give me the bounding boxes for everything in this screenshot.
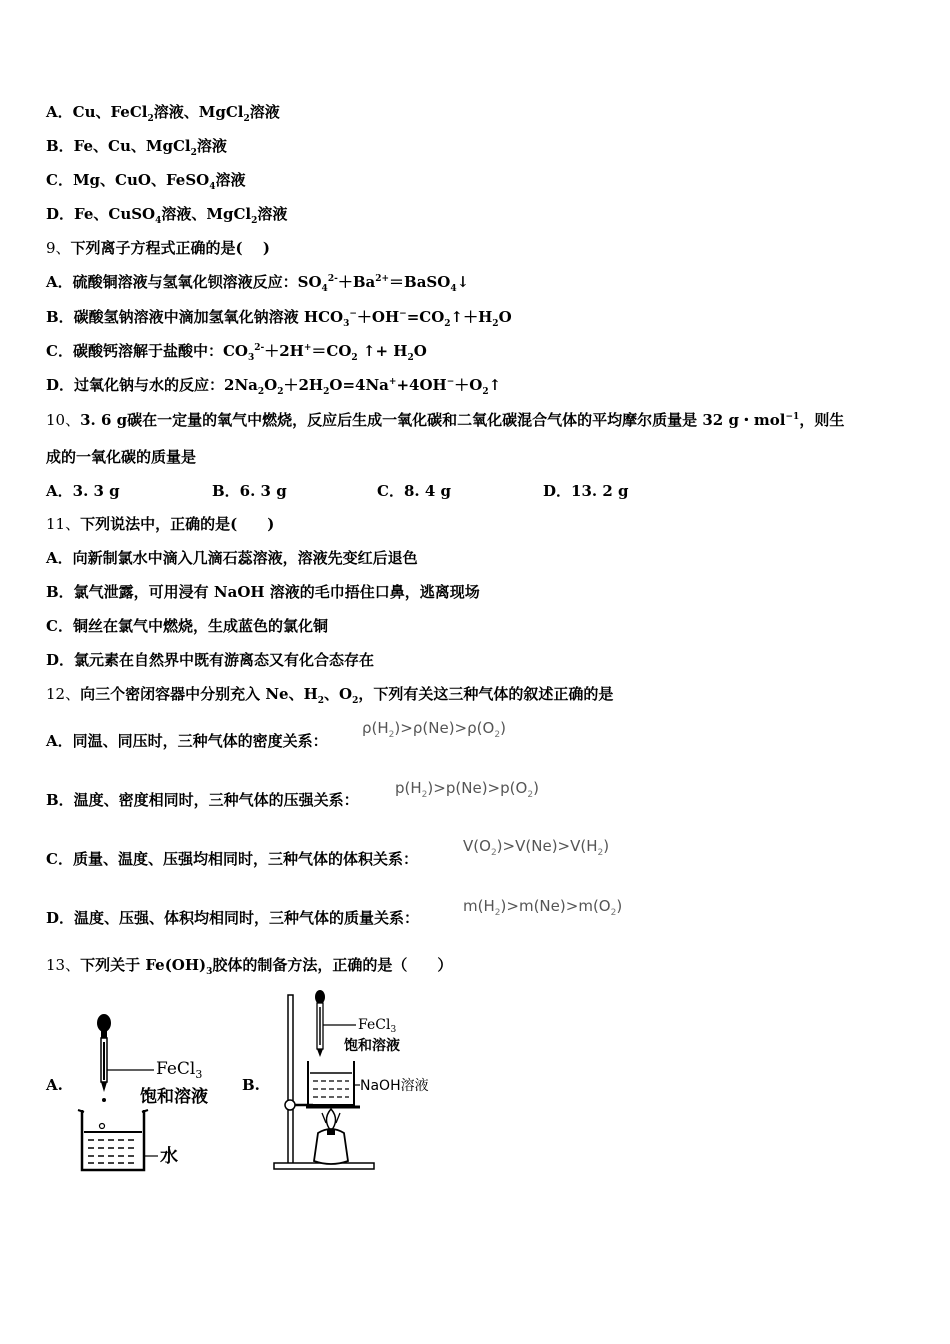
- question-number: 10、: [46, 411, 81, 429]
- q12-formula-a: $\rho(H_2)>\rho(Ne)>\rho(O_2)$: [362, 719, 506, 740]
- dropper-bulb: [97, 1014, 111, 1032]
- sup: −: [349, 309, 357, 319]
- text: 溶液、MgCl: [153, 103, 244, 121]
- text: C．Mg、CuO、FeSO: [46, 171, 210, 189]
- sup: −1: [785, 412, 800, 422]
- figure-a-reagent-label2: 饱和溶液: [140, 1087, 208, 1107]
- q13-option-a-label[interactable]: A.: [46, 1076, 63, 1094]
- question-text: ，下列有关这三种气体的叙述正确的是: [358, 685, 614, 703]
- sub: 4: [321, 284, 328, 294]
- q10-option-a[interactable]: A．3. 3 g: [46, 482, 120, 500]
- sup: −: [399, 309, 407, 319]
- q11-option-a[interactable]: A．向新制氯水中滴入几滴石蕊溶液，溶液先变红后退色: [46, 549, 418, 567]
- q10-option-c[interactable]: C．8. 4 g: [377, 482, 451, 500]
- sub: 2: [190, 148, 197, 158]
- question-text: 成的一氧化碳的质量是: [46, 448, 197, 466]
- sub: 2: [492, 319, 499, 329]
- question-text: 向三个密闭容器中分别充入 Ne、H: [80, 685, 318, 703]
- sub: 2: [243, 114, 250, 124]
- q8-option-c[interactable]: [46, 170, 246, 190]
- sub: 2: [352, 696, 359, 706]
- q12-option-b[interactable]: B．温度、密度相同时，三种气体的压强关系：: [46, 791, 359, 809]
- figure-a-water-label: 水: [160, 1146, 178, 1167]
- q9-option-d[interactable]: [46, 375, 501, 395]
- q9-option-c[interactable]: [46, 341, 427, 361]
- text: B．碳酸氢钠溶液中滴加氢氧化钠溶液 HCO: [46, 308, 344, 326]
- text: =CO: [406, 308, 445, 326]
- sup: −: [446, 377, 455, 387]
- question-text: 下列离子方程式正确的是( ): [70, 239, 270, 257]
- sub: 4: [155, 216, 162, 226]
- q12-stem: [46, 684, 613, 704]
- sup: 2+: [375, 274, 390, 284]
- dropper-bulb: [315, 990, 325, 1004]
- text: ＝BaSO: [389, 273, 451, 291]
- text: ＋2H: [264, 342, 304, 360]
- question-text: ，则生: [799, 411, 845, 429]
- flame-icon: [326, 1109, 335, 1131]
- q9-option-a[interactable]: [46, 272, 469, 292]
- sub: 2: [257, 387, 265, 397]
- figure-b-naoh-label: NaOH溶液: [360, 1078, 429, 1094]
- sub: 2: [351, 353, 358, 363]
- q11-option-b[interactable]: B．氯气泄露，可用浸有 NaOH 溶液的毛巾捂住口鼻，逃离现场: [46, 583, 480, 601]
- sub: 2: [277, 387, 284, 397]
- text: A．Cu、FeCl: [46, 103, 148, 121]
- q12-option-c[interactable]: C．质量、温度、压强均相同时，三种气体的体积关系：: [46, 850, 418, 868]
- question-number: 13、: [46, 956, 81, 974]
- text: 溶液: [196, 137, 227, 155]
- sub: 4: [209, 182, 216, 192]
- stand-rod: [288, 995, 293, 1165]
- question-text: 下列说法中，正确的是( ): [80, 515, 275, 533]
- q8-option-d[interactable]: [46, 204, 287, 224]
- question-number: 9、: [46, 239, 71, 257]
- text: C．碳酸钙溶解于盐酸中：CO: [46, 342, 248, 360]
- q10-stem-line1: [46, 410, 844, 430]
- sub: 2: [444, 319, 451, 329]
- sub: 4: [450, 284, 457, 294]
- text: ↓: [456, 273, 470, 291]
- text: A．硫酸铜溶液与氢氧化钡溶液反应：SO: [46, 273, 322, 291]
- sub: 3: [247, 353, 255, 363]
- text: D．过氧化钠与水的反应：2Na: [46, 376, 258, 394]
- figure-b-reagent-label2: 饱和溶液: [344, 1038, 400, 1054]
- q12-formula-d: $m(H_2)>m(Ne)>m(O_2)$: [463, 897, 623, 918]
- q13-stem: [46, 955, 452, 975]
- q12-option-a[interactable]: A．同温、同压时，三种气体的密度关系：: [46, 732, 328, 750]
- text: ↑＋H: [450, 308, 493, 326]
- sup: +: [303, 343, 312, 353]
- text: 溶液: [215, 171, 246, 189]
- text: ↑: [488, 376, 502, 394]
- sub: 3: [206, 967, 213, 977]
- q11-option-c[interactable]: C．铜丝在氯气中燃烧，生成蓝色的氯化铜: [46, 617, 328, 635]
- sub: 2: [147, 114, 154, 124]
- sub: 2: [407, 353, 414, 363]
- sup: +: [388, 377, 397, 387]
- figure-a-dropper-beaker: [70, 1010, 240, 1180]
- q10-option-d[interactable]: D．13. 2 g: [543, 482, 629, 500]
- text: +4OH: [396, 376, 447, 394]
- q12-option-d[interactable]: D．温度、压强、体积均相同时，三种气体的质量关系：: [46, 909, 420, 927]
- text: O: [498, 308, 512, 326]
- sup: 2-: [327, 274, 338, 284]
- text: ↑+ H: [357, 342, 408, 360]
- q9-option-b[interactable]: [46, 307, 512, 327]
- sub: 2: [323, 387, 330, 397]
- text: 溶液: [249, 103, 280, 121]
- sup: 2-: [254, 343, 265, 353]
- text: O: [413, 342, 427, 360]
- sub: 2: [317, 696, 325, 706]
- question-text: 下列关于 Fe(OH): [80, 956, 207, 974]
- text: O=4Na: [329, 376, 389, 394]
- text: B．Fe、Cu、MgCl: [46, 137, 191, 155]
- q12-formula-c: $V(O_2)>V(Ne)>V(H_2)$: [463, 837, 610, 858]
- beaker: [308, 1061, 354, 1105]
- q9-stem: [46, 238, 270, 258]
- sub: 3: [343, 319, 350, 329]
- text: O: [264, 376, 278, 394]
- text: ＋O: [454, 376, 483, 394]
- figure-b-apparatus: [268, 985, 448, 1175]
- q10-options: [46, 480, 906, 500]
- sub: 2: [251, 216, 258, 226]
- figure-b-reagent-label: FeCl$_3$: [358, 1017, 397, 1035]
- sub: 2: [482, 387, 489, 397]
- question-text: 、O: [324, 685, 353, 703]
- q12-formula-b: $p(H_2)>p(Ne)>p(O_2)$: [395, 779, 539, 800]
- question-text: 胶体的制备方法，正确的是（ ）: [212, 956, 453, 974]
- text: 溶液、MgCl: [161, 205, 252, 223]
- text: ＝CO: [311, 342, 352, 360]
- q10-stem-line2: [46, 447, 196, 467]
- question-number: 11、: [46, 515, 81, 533]
- text: 溶液: [257, 205, 288, 223]
- figure-a-reagent-label: FeCl$_3$: [156, 1059, 203, 1081]
- q11-option-d[interactable]: D．氯元素在自然界中既有游离态又有化合态存在: [46, 651, 375, 669]
- q10-option-b[interactable]: B．6. 3 g: [212, 482, 287, 500]
- text: ＋2H: [283, 376, 324, 394]
- q13-option-b-label[interactable]: B.: [242, 1076, 260, 1094]
- text: ＋Ba: [337, 273, 376, 291]
- q8-option-a[interactable]: [46, 102, 280, 122]
- q11-stem: [46, 514, 274, 534]
- text: D．Fe、CuSO: [46, 205, 156, 223]
- text: ＋OH: [356, 308, 400, 326]
- question-text: 3. 6 g碳在一定量的氧气中燃烧，反应后生成一氧化碳和二氧化碳混合气体的平均摩尔质量是 32 g・mol: [80, 411, 786, 429]
- question-number: 12、: [46, 685, 81, 703]
- q8-option-b[interactable]: [46, 136, 227, 156]
